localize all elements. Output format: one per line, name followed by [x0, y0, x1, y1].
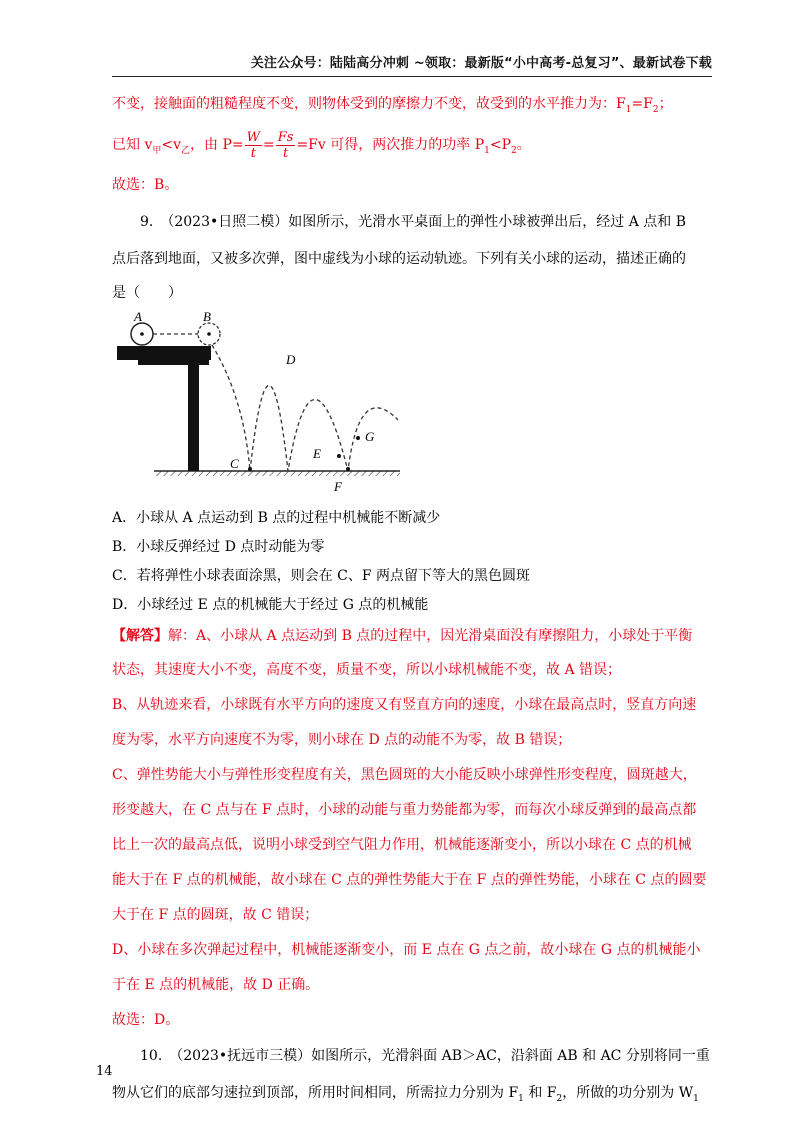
page-number: 14	[96, 1064, 113, 1079]
q10-stem-line-2: 物从它们的底部匀速拉到顶部，所用时间相同，所需拉力分别为 $F_1$ 和 $F_2$，所做的功分别为 $W_1$	[112, 1085, 699, 1104]
table-leg	[188, 360, 199, 471]
ball-trajectory-diagram	[112, 308, 412, 504]
header-rule	[112, 76, 712, 77]
q9-solution-line-11: 于在 E 点的机械能，故 D 正确。	[112, 977, 320, 993]
table-top	[117, 346, 211, 360]
ground-hatch	[154, 471, 400, 476]
point-a	[140, 332, 144, 336]
point-g	[356, 436, 360, 440]
power-fraction-fs-over-t: $\frac{Fs}{t}$	[277, 129, 294, 161]
prev-solution-line-1: 不变，接触面的粗糙程度不变，则物体受到的摩擦力不变，故受到的水平推力为：$F_1=F_2$；	[112, 96, 673, 115]
q9-solution-line-5: C、弹性势能大小与弹性形变程度有关，黑色圆斑的大小能反映小球弹性形变程度，圆斑越大，	[112, 767, 697, 783]
point-b	[207, 332, 211, 336]
q10-stem-line-1: 10. （2023•抚远市三模）如图所示，光滑斜面 AB＞AC，沿斜面 AB 和 AC 分别将同一重	[140, 1048, 710, 1064]
q9-solution-line-10: D、小球在多次弹起过程中，机械能逐渐变小，而 E 点在 G 点之前，故小球在 G 点的机械能小	[112, 942, 701, 958]
label-b: B	[203, 309, 211, 324]
q9-stem-line-3: 是（ ）	[112, 285, 182, 301]
q9-answer: 故选：D。	[112, 1012, 180, 1028]
q9-figure	[112, 308, 712, 504]
prev-answer: 故选：B。	[112, 177, 179, 193]
trajectory-path	[212, 345, 398, 471]
label-e: E	[313, 446, 321, 461]
q9-solution-line-6: 形变越大，在 C 点与在 F 点时，小球的动能与重力势能都为零，而每次小球反弹到的最高点都	[112, 802, 697, 818]
q9-option-d: D．小球经过 E 点的机械能大于经过 G 点的机械能	[112, 597, 429, 613]
q9-option-c: C．若将弹性小球表面涂黑，则会在 C、F 两点留下等大的黑色圆斑	[112, 568, 531, 584]
page-content	[112, 86, 712, 1112]
q9-solution-line-7: 比上一次的最高点低，说明小球受到空气阻力作用，机械能逐渐变小，所以小球在 C 点的机械	[112, 837, 692, 853]
solution-tag: 【解答】	[112, 628, 168, 644]
q9-stem-line-2: 点后落到地面，又被多次弹，图中虚线为小球的运动轨迹。下列有关小球的运动，描述正确的	[112, 251, 686, 267]
point-c	[248, 467, 252, 471]
point-e	[337, 454, 341, 458]
page-header: 关注公众号：陆陆高分冲刺 ~领取：最新版“小中高考-总复习”、最新试卷下载	[250, 56, 712, 71]
q9-stem-line-1: 9. （2023•日照二模）如图所示，光滑水平桌面上的弹性小球被弹出后，经过 A 点和 B	[140, 214, 686, 230]
label-c: C	[230, 456, 239, 471]
q9-option-b: B．小球反弹经过 D 点时动能为零	[112, 539, 325, 555]
q9-solution-line-9: 大于在 F 点的圆斑，故 C 错误；	[112, 907, 319, 923]
label-a: A	[134, 309, 142, 324]
label-g: G	[365, 429, 375, 444]
q9-solution-line-3: B、从轨迹来看，小球既有水平方向的速度又有竖直方向的速度，小球在最高点时，竖直方向速	[112, 697, 697, 713]
label-f: F	[334, 479, 342, 494]
power-fraction-w-over-t: $\frac{W}{t}$	[246, 129, 261, 161]
q9-option-a: A．小球从 A 点运动到 B 点的过程中机械能不断减少	[112, 510, 441, 526]
prev-solution-line-2: 已知 $v_甲<v_乙$，由 P= $\frac{W}{t}$ = $\frac{Fs}{t}$ =Fv 可得，两次推力的功率 $P_1<P_2$。	[112, 129, 531, 161]
q9-solution-line-4: 度为零，水平方向速度不为零，则小球在 D 点的动能不为零，故 B 错误；	[112, 732, 572, 748]
q9-solution-line-8: 能大于在 F 点的机械能，故小球在 C 点的弹性势能大于在 F 点的弹性势能，小球在 C 点的圆要	[112, 872, 707, 888]
q9-solution-line-1: 【解答】解：A、小球从 A 点运动到 B 点的过程中，因光滑桌面没有摩擦阻力，小球处于平衡	[112, 628, 693, 644]
q9-solution-line-2: 状态，其速度大小不变，高度不变，质量不变，所以小球机械能不变，故 A 错误；	[112, 662, 622, 678]
point-f	[346, 467, 350, 471]
label-d: D	[286, 352, 296, 367]
